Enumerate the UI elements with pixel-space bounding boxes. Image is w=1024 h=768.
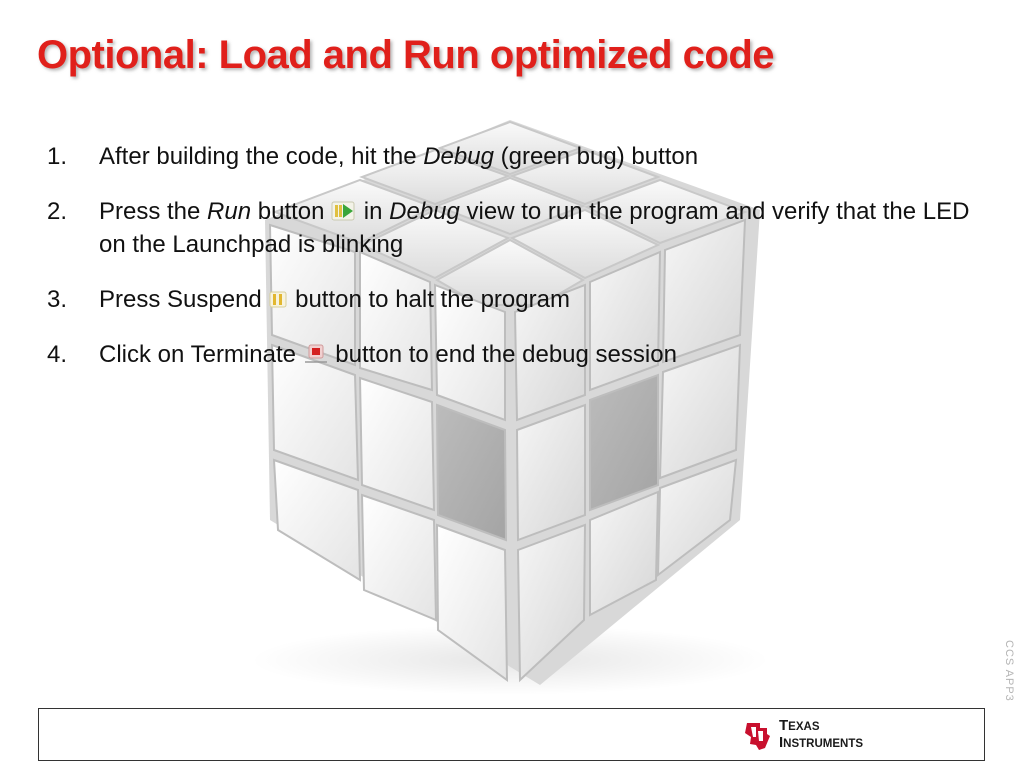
step-number: 4. (47, 341, 68, 368)
terminate-icon (303, 343, 329, 365)
step-text: button to end the debug session (328, 341, 677, 368)
step-number: 3. (47, 286, 68, 313)
step-emphasis: Debug (423, 143, 494, 170)
step-text: button to halt the program (295, 286, 570, 313)
step-number: 2. (47, 198, 68, 225)
footer-box (38, 708, 985, 761)
step-text: button (251, 198, 332, 225)
step-1 (47, 140, 987, 173)
step-text: Click on Terminate (99, 341, 303, 368)
step-text: Press Suspend (99, 286, 269, 313)
logo-letter: T (779, 717, 789, 734)
steps-list (47, 140, 987, 393)
step-emphasis: Run (207, 198, 252, 225)
slide-title: Optional: Load and Run optimized code (37, 33, 775, 77)
step-text: view to run the program and verify that the LED on the Launchpad is blinking (99, 198, 970, 258)
logo-wordmark (779, 718, 863, 752)
suspend-icon (268, 289, 288, 309)
step-text: After building the code, hit the (99, 143, 424, 170)
step-text: in (357, 198, 390, 225)
logo-letters: NSTRUMENTS (783, 738, 864, 750)
step-3 (47, 283, 987, 316)
step-emphasis: Debug (389, 198, 460, 225)
step-text: Press the (99, 198, 208, 225)
side-label: CCS APP3 (1003, 640, 1015, 702)
texas-instruments-logo (743, 718, 863, 752)
ti-logo-icon (743, 719, 773, 751)
step-4 (47, 338, 987, 371)
step-number: 1. (47, 143, 68, 170)
logo-letters: EXAS (788, 721, 820, 733)
run-icon (331, 200, 357, 222)
step-2 (47, 195, 987, 261)
step-text: (green bug) button (493, 143, 699, 170)
logo-letter: I (779, 734, 784, 751)
